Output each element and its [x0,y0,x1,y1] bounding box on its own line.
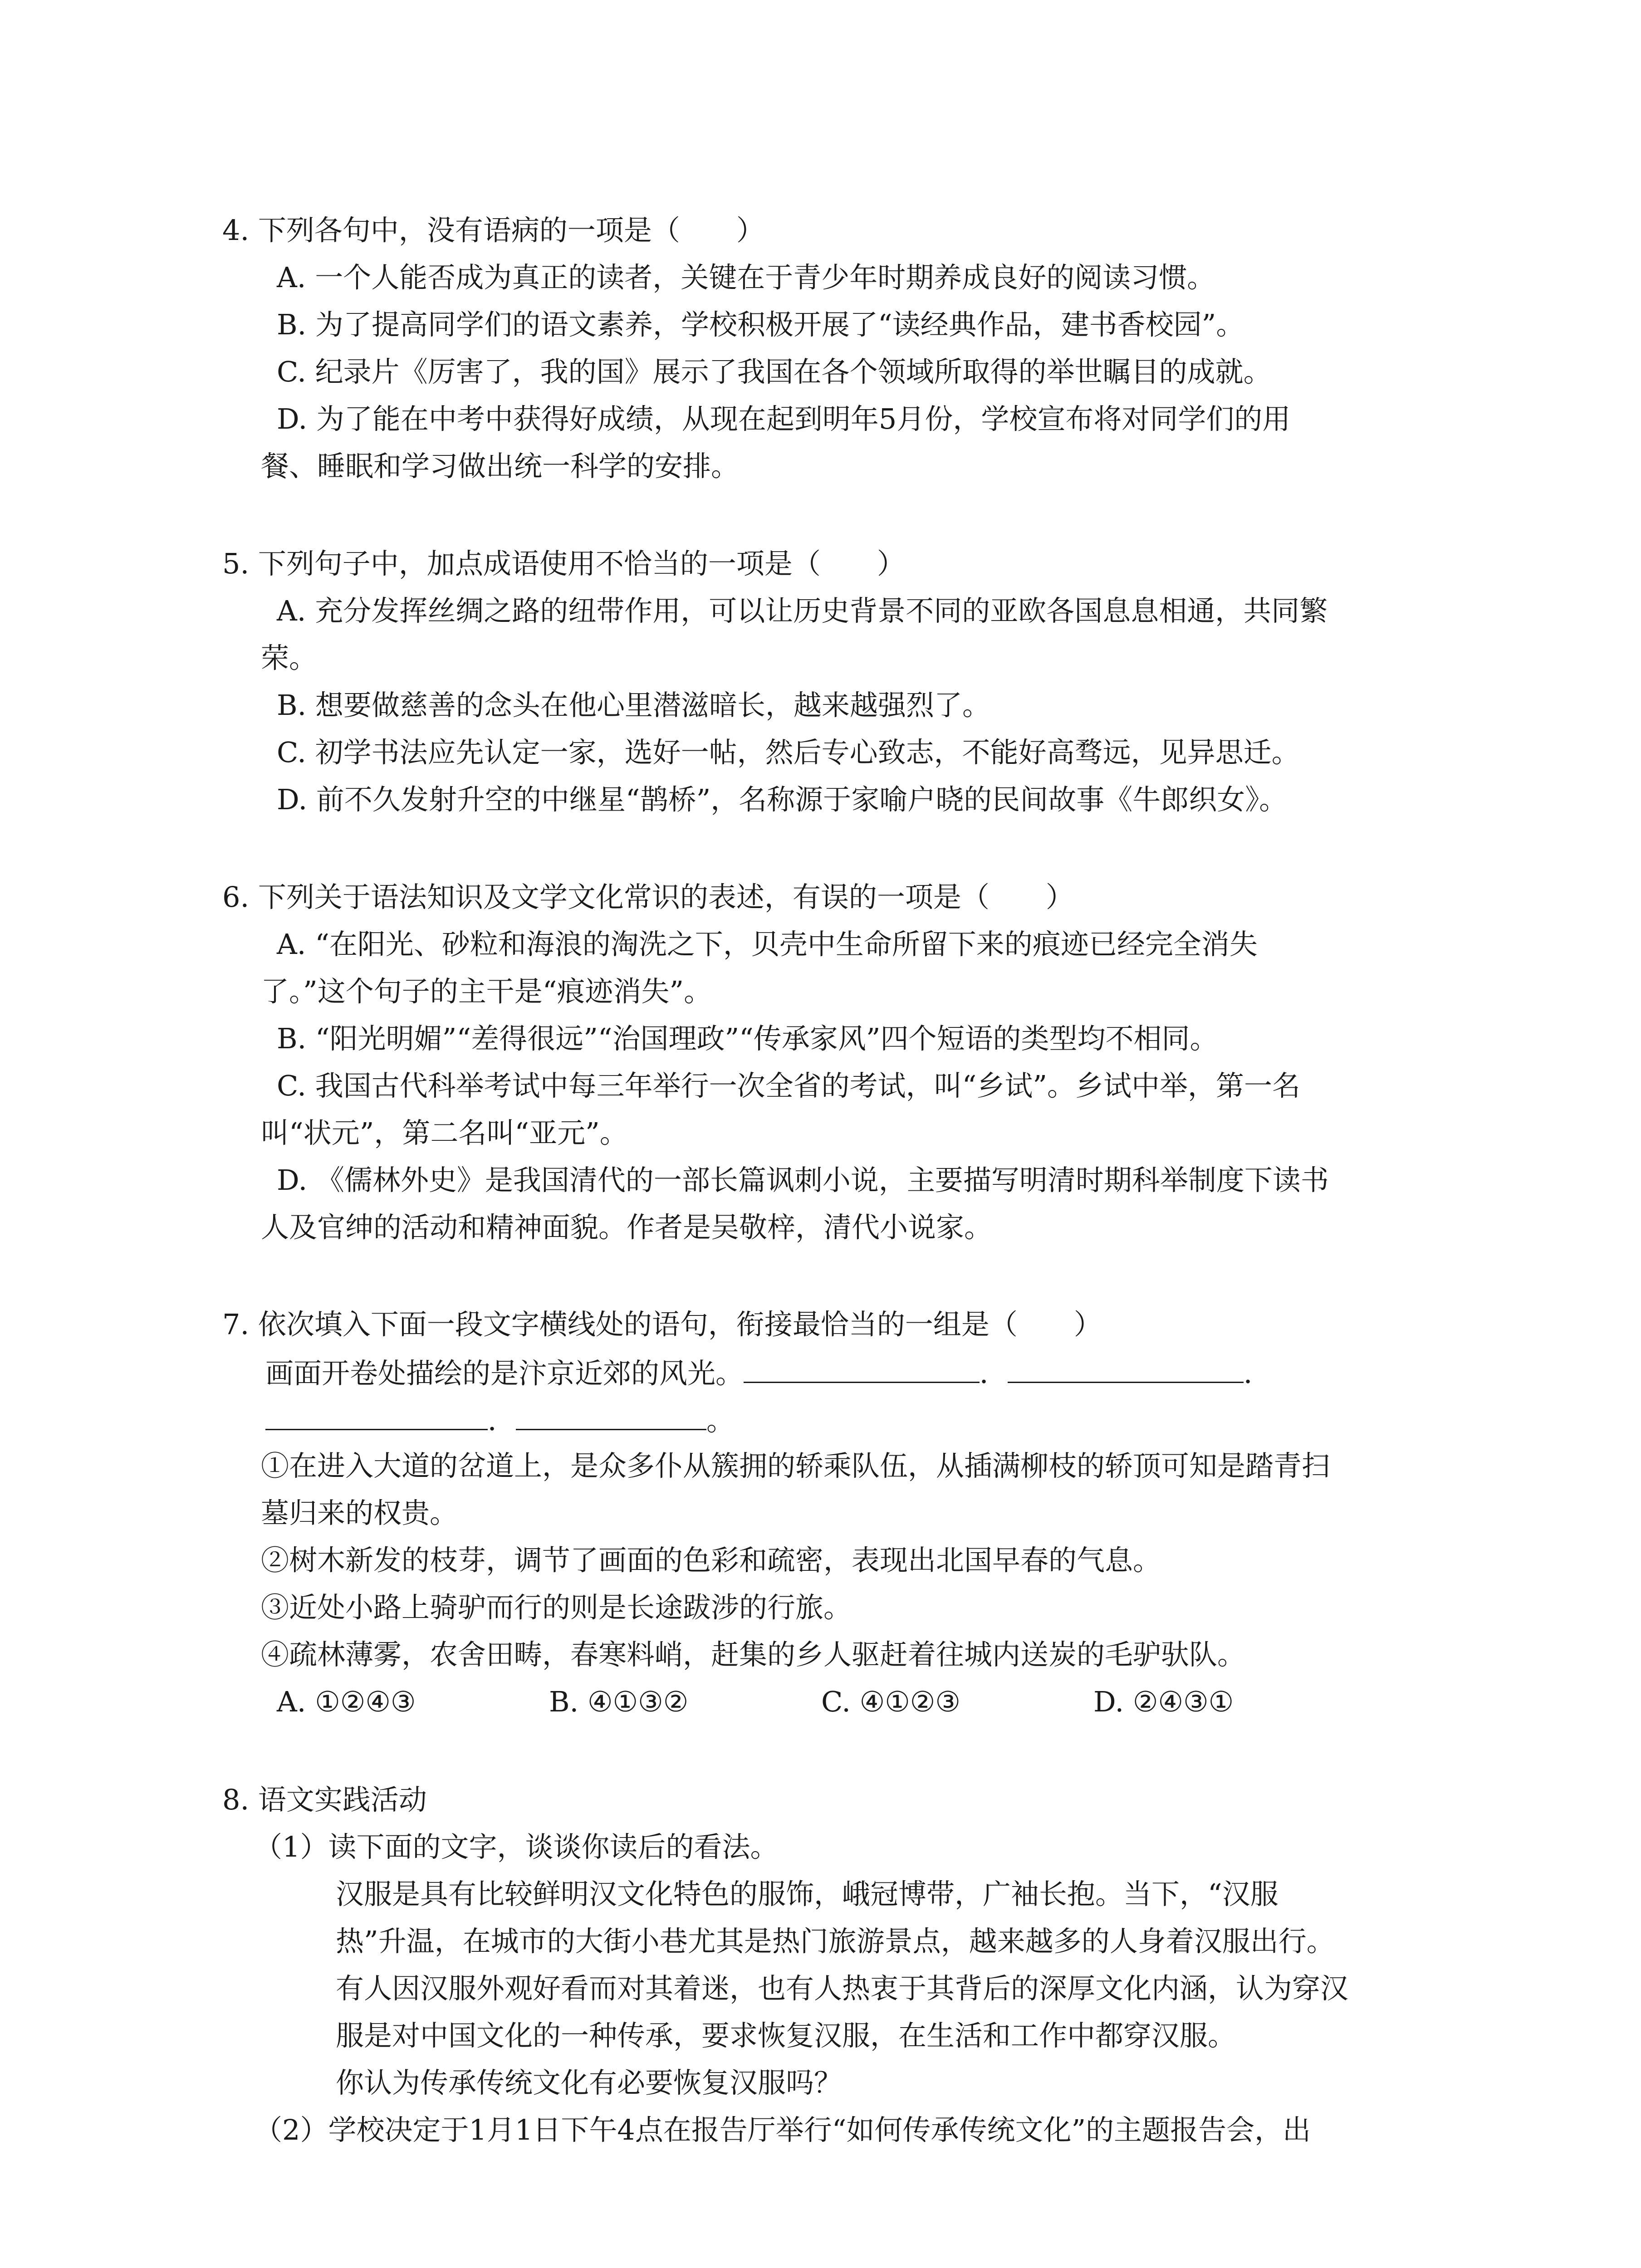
q4-option-b: B. 为了提高同学们的语文素养，学校积极开展了“读经典作品，建书香校园”。 [277,308,1244,341]
q7-option-c: C. ④①②③ [821,1685,960,1718]
q8-passage-line5: 你认为传承传统文化有必要恢复汉服吗？ [336,2066,843,2099]
q5-option-a-line1: A. 充分发挥丝绸之路的纽带作用，可以让历史背景不同的亚欧各国息息相通，共同繁 [277,594,1328,627]
q7-option-b: B. ④①③② [549,1685,689,1718]
q8-part2-prompt: （2）学校决定于1月1日下午4点在报告厅举行“如何传承传统文化”的主题报告会，出 [254,2113,1311,2146]
q8-passage-line3: 有人因汉服外观好看而对其着迷，也有人热衷于其背后的深厚文化内涵，认为穿汉 [336,1972,1349,2005]
q7-stem: 7. 依次填入下面一段文字横线处的语句，衔接最恰当的一组是（ ） [222,1308,1102,1341]
q6-option-c-line1: C. 我国古代科举考试中每三年举行一次全省的考试，叫“乡试”。乡试中举，第一名 [277,1069,1301,1102]
q6-option-d-line2: 人及官绅的活动和精神面貌。作者是吴敬梓，清代小说家。 [261,1211,993,1244]
q7-sentence-1-line1: ①在进入大道的岔道上，是众多仆从簇拥的轿乘队伍，从插满柳枝的轿顶可知是踏青扫 [261,1449,1330,1482]
q7-sentence-1-line2: 墓归来的权贵。 [261,1496,458,1530]
q5-option-b: B. 想要做慈善的念头在他心里潜滋暗长，越来越强烈了。 [277,689,990,722]
q7-passage-end: 。 [706,1404,735,1437]
q8-passage-line1: 汉服是具有比较鲜明汉文化特色的服饰，峨冠博带，广袖长抱。当下，“汉服 [336,1877,1279,1911]
q7-blank-3 [265,1401,488,1430]
q7-blank-separator: ． [1244,1357,1272,1390]
q5-stem: 5. 下列句子中，加点成语使用不恰当的一项是（ ） [222,547,905,580]
q7-blank-separator: ． [980,1357,1008,1390]
q7-blank-separator: ． [488,1404,516,1437]
q7-passage-text: 画面开卷处描绘的是汴京近郊的风光。 [265,1357,744,1390]
q6-stem: 6. 下列关于语法知识及文学文化常识的表述，有误的一项是（ ） [222,880,1074,914]
q7-option-a: A. ①②④③ [277,1685,416,1718]
q6-option-c-line2: 叫“状元”，第二名叫“亚元”。 [261,1116,628,1149]
q7-blank-1 [744,1354,980,1383]
q8-stem: 8. 语文实践活动 [222,1783,427,1816]
q4-option-d-line1: D. 为了能在中考中获得好成绩，从现在起到明年5月份，学校宣布将对同学们的用 [277,402,1291,435]
q7-sentence-4: ④疏林薄雾，农舍田畴，春寒料峭，赶集的乡人驱赶着往城内送炭的毛驴驮队。 [261,1638,1246,1671]
q6-option-a-line1: A. “在阳光、砂粒和海浪的淘洗之下，贝壳中生命所留下来的痕迹已经完全消失 [277,928,1258,961]
q6-option-d-line1: D. 《儒林外史》是我国清代的一部长篇讽刺小说，主要描写明清时期科举制度下读书 [277,1163,1329,1197]
q8-part1-prompt: （1）读下面的文字，谈谈你读后的看法。 [254,1830,779,1863]
q7-blank-2 [1008,1354,1244,1383]
q7-passage-line1 [265,1354,1272,1392]
q6-option-b: B. “阳光明媚”“差得很远”“治国理政”“传承家风”四个短语的类型均不相同。 [277,1022,1218,1055]
q5-option-a-line2: 荣。 [261,641,318,675]
q7-sentence-2: ②树木新发的枝芽，调节了画面的色彩和疏密，表现出北国早春的气息。 [261,1544,1161,1577]
q8-passage-line2: 热”升温，在城市的大街小巷尤其是热门旅游景点，越来越多的人身着汉服出行。 [336,1925,1335,1958]
q4-option-d-line2: 餐、睡眠和学习做出统一科学的安排。 [261,450,740,483]
q5-option-c: C. 初学书法应先认定一家，选好一帖，然后专心致志，不能好高骛远，见异思迁。 [277,736,1300,769]
q7-passage-line2 [265,1401,735,1439]
q7-option-d: D. ②④③① [1093,1685,1234,1718]
q4-stem: 4. 下列各句中，没有语病的一项是（ ） [222,214,764,247]
q7-options [277,1684,1456,1720]
q6-option-a-line2: 了。”这个句子的主干是“痕迹消失”。 [261,975,712,1008]
q4-option-c: C. 纪录片《厉害了，我的国》展示了我国在各个领域所取得的举世瞩目的成就。 [277,355,1272,388]
q8-passage-line4: 服是对中国文化的一种传承，要求恢复汉服，在生活和工作中都穿汉服。 [336,2019,1236,2052]
q7-blank-4 [516,1401,706,1430]
q4-option-a: A. 一个人能否成为真正的读者，关键在于青少年时期养成良好的阅读习惯。 [277,261,1215,294]
q5-option-d: D. 前不久发射升空的中继星“鹊桥”，名称源于家喻户晓的民间故事《牛郎织女》。 [277,783,1288,816]
q7-sentence-3: ③近处小路上骑驴而行的则是长途跋涉的行旅。 [261,1591,852,1624]
